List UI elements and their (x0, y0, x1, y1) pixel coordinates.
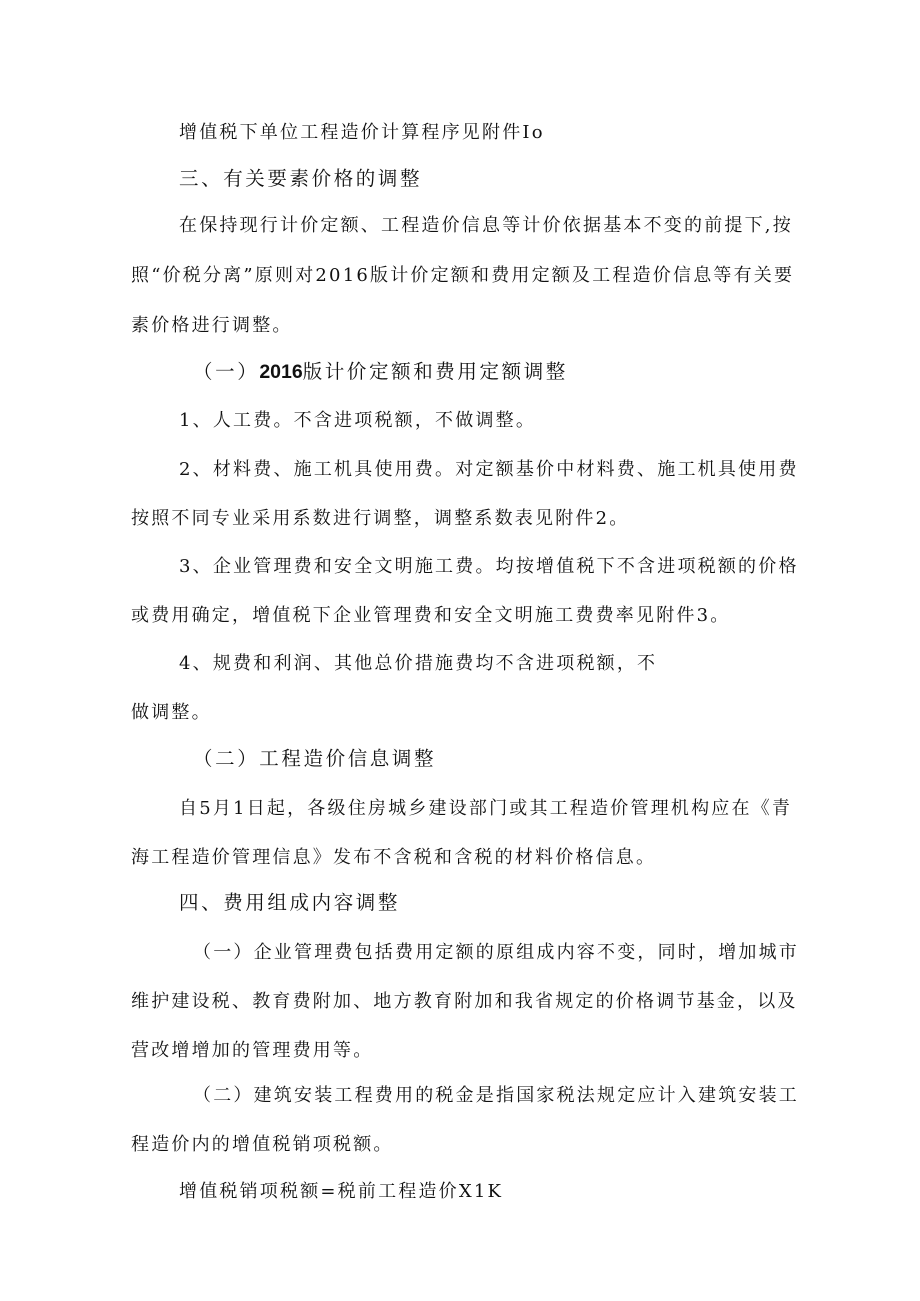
paragraph-line: 营改增增加的管理费用等。 (131, 1040, 374, 1061)
list-item-continuation: 做调整。 (131, 702, 212, 723)
subsection-heading: （二）工程造价信息调整 (193, 747, 437, 770)
paragraph-line: （一）企业管理费包括费用定额的原组成内容不变，同时，增加城市 (193, 942, 799, 963)
section-heading: 四、费用组成内容调整 (179, 891, 401, 914)
subsection-year: 2016 (259, 361, 303, 383)
section-heading: 三、有关要素价格的调整 (179, 167, 423, 190)
list-item-continuation: 或费用确定，增值税下企业管理费和安全文明施工费费率见附件3。 (131, 605, 731, 626)
paragraph-line: 照“价税分离”原则对2016版计价定额和费用定额及工程造价信息等有关要 (131, 265, 795, 286)
paragraph-line: 素价格进行调整。 (131, 315, 293, 336)
subsection-heading (193, 360, 568, 384)
subsection-title: 版计价定额和费用定额调整 (302, 360, 568, 383)
paragraph-line: 程造价内的增值税销项税额。 (131, 1134, 394, 1155)
subsection-prefix: （一） (193, 360, 260, 383)
paragraph-line: 自5月1日起，各级住房城乡建设部门或其工程造价管理机构应在《青 (179, 798, 793, 819)
list-item: 3、企业管理费和安全文明施工费。均按增值税下不含进项税额的价格 (179, 556, 799, 577)
formula-line: 增值税销项税额=税前工程造价X1K (179, 1181, 504, 1202)
paragraph-line: 维护建设税、教育费附加、地方教育附加和我省规定的价格调节基金，以及 (131, 991, 798, 1012)
paragraph-line: （二）建筑安装工程费用的税金是指国家税法规定应计入建筑安装工 (193, 1085, 799, 1106)
list-item: 1、人工费。不含进项税额，不做调整。 (179, 410, 537, 431)
list-item-continuation: 按照不同专业采用系数进行调整，调整系数表见附件2。 (131, 508, 630, 529)
paragraph-line: 增值税下单位工程造价计算程序见附件Io (179, 122, 545, 143)
paragraph-line: 海工程造价管理信息》发布不含税和含税的材料价格信息。 (131, 847, 657, 868)
list-item: 4、规费和利润、其他总价措施费均不含进项税额，不 (179, 653, 658, 674)
paragraph-line: 在保持现行计价定额、工程造价信息等计价依据基本不变的前提下,按 (179, 215, 793, 236)
list-item: 2、材料费、施工机具使用费。对定额基价中材料费、施工机具使用费 (179, 459, 799, 480)
